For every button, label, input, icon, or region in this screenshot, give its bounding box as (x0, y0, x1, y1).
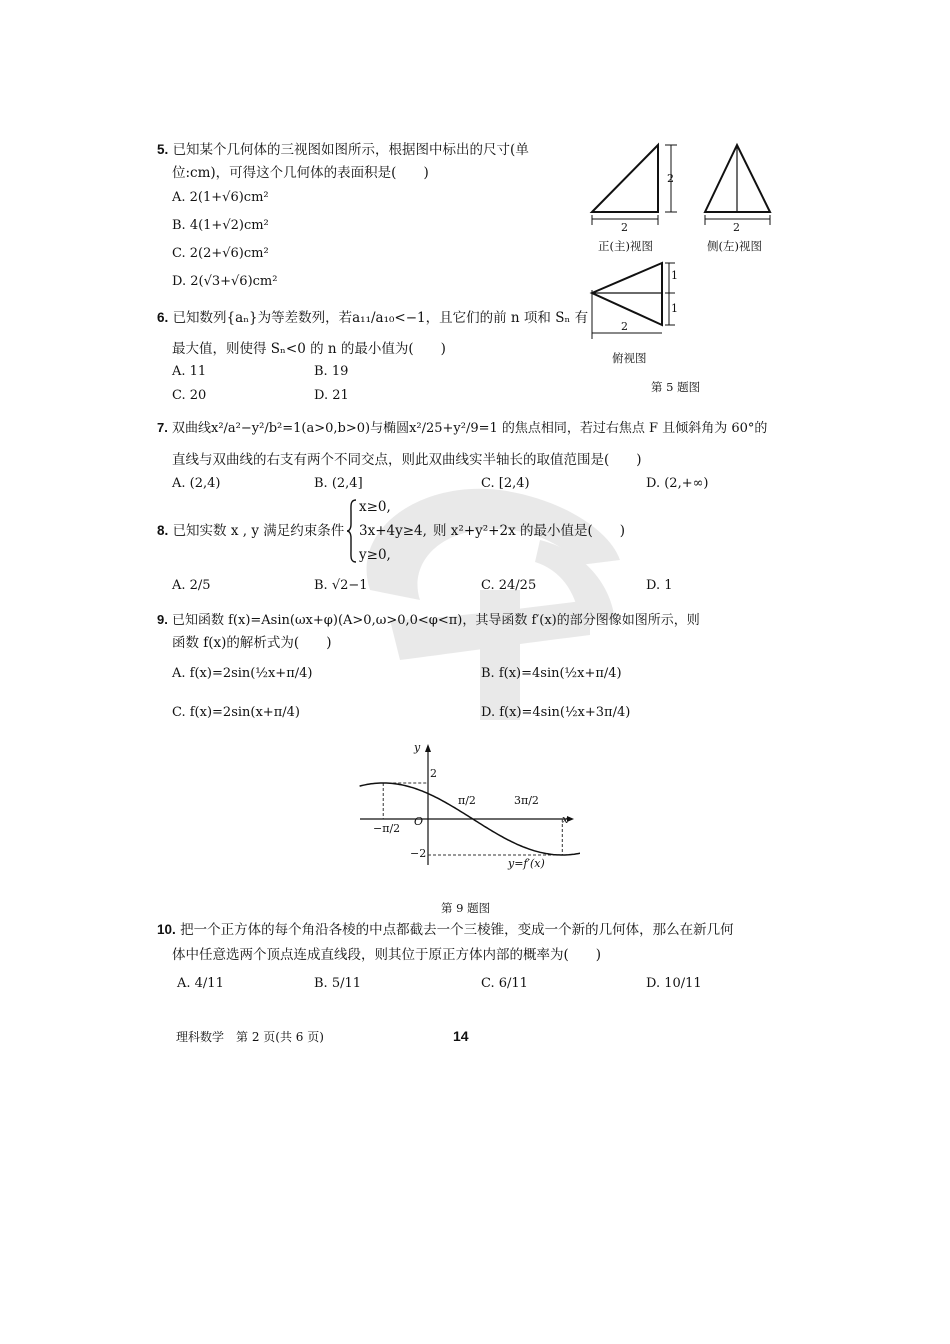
question-6-line1: 6. 已知数列{aₙ}为等差数列，若a₁₁/a₁₀<−1，且它们的前 n 项和 Sₙ 有 (157, 310, 589, 326)
q8-option-d: D. 1 (646, 578, 673, 593)
question-6-line2: 最大值，则使得 Sₙ<0 的 n 的最小值为( ) (172, 341, 446, 357)
q5-option-a: A. 2(1+√6)cm² (172, 190, 269, 205)
question-5-number: 5. (157, 142, 169, 157)
top-view-diagram (592, 263, 675, 339)
q9-option-a: A. f(x)=2sin(½x+π/4) (172, 666, 313, 681)
top-width-dim: 2 (621, 320, 628, 333)
q10-option-c: C. 6/11 (481, 976, 528, 991)
question-5-line2: 位:cm)，可得这个几何体的表面积是( ) (172, 165, 429, 181)
q7-option-b: B. (2,4] (314, 476, 363, 491)
q8-option-a: A. 2/5 (172, 578, 211, 593)
question-10-number: 10. (157, 922, 176, 937)
q5-option-b: B. 4(1+√2)cm² (172, 218, 269, 233)
q5-option-c: C. 2(2+√6)cm² (172, 246, 269, 261)
x-axis-label: x (562, 813, 569, 826)
question-7-number: 7. (157, 420, 168, 435)
q7-option-c: C. [2,4) (481, 476, 530, 491)
side-view-label: 侧(左)视图 (707, 239, 762, 253)
question-8-text: 8. 已知实数 x , y 满足约束条件 (157, 523, 345, 539)
question-7-line2: 直线与双曲线的右支有两个不同交点，则此双曲线实半轴长的取值范围是( ) (172, 452, 642, 468)
constraint-brace (346, 498, 358, 564)
front-height-dim: 2 (667, 172, 674, 185)
question-9-line2: 函数 f(x)的解析式为( ) (172, 635, 332, 651)
question-5-line1: 5. 已知某个几何体的三视图如图所示，根据图中标出的尺寸(单 (157, 142, 529, 158)
q5-option-d: D. 2(√3+√6)cm² (172, 274, 278, 289)
question-9-number: 9. (157, 612, 168, 627)
front-view-diagram (592, 145, 677, 225)
q6-option-b: B. 19 (314, 364, 349, 379)
q6-option-a: A. 11 (172, 364, 207, 379)
q8-option-b: B. √2−1 (314, 578, 368, 593)
constraint-3: y≥0, (359, 547, 391, 563)
q6-option-d: D. 21 (314, 388, 349, 403)
question-10-line1: 10. 把一个正方体的每个角沿各棱的中点都截去一个三棱锥，变成一个新的几何体，那么在新几何 (157, 922, 734, 938)
y-tick-top: 2 (430, 767, 437, 780)
figure-5-caption: 第 5 题图 (651, 380, 701, 394)
constraint-2: 3x+4y≥4, (359, 523, 427, 539)
y-axis-arrow (425, 744, 431, 752)
question-10-line2: 体中任意选两个顶点连成直线段，则其位于原正方体内部的概率为( ) (172, 947, 602, 963)
top-h1-dim: 1 (671, 269, 678, 282)
y-tick-bottom: −2 (410, 847, 427, 860)
q8-option-c: C. 24/25 (481, 578, 537, 593)
curve-label: y=f′(x) (508, 857, 545, 870)
y-axis-label: y (414, 741, 421, 754)
q6-option-c: C. 20 (172, 388, 207, 403)
side-width-dim: 2 (733, 221, 740, 234)
figure-9-graph (355, 740, 580, 875)
q7-option-a: A. (2,4) (172, 476, 221, 491)
origin-label: O (414, 815, 424, 828)
q9-option-c: C. f(x)=2sin(x+π/4) (172, 705, 300, 720)
front-view-label: 正(主)视图 (598, 239, 653, 253)
question-9-line1: 9. 已知函数 f(x)=Asin(ωx+φ)(A>0,ω>0,0<φ<π)，其导函数 f′(x)的部分图像如图所示，则 (157, 612, 700, 628)
footer-text: 理科数学 第 2 页(共 6 页) (176, 1030, 324, 1044)
top-view-label: 俯视图 (612, 351, 647, 365)
q9-option-d: D. f(x)=4sin(½x+3π/4) (481, 705, 631, 720)
q10-option-d: D. 10/11 (646, 976, 702, 991)
page-number: 14 (453, 1028, 469, 1044)
x-tick-neg-pi-2: −π/2 (373, 822, 401, 835)
q9-option-b: B. f(x)=4sin(½x+π/4) (481, 666, 622, 681)
side-view-diagram (705, 145, 770, 225)
front-width-dim: 2 (621, 221, 628, 234)
question-7-line1: 7. 双曲线x²/a²−y²/b²=1(a>0,b>0)与椭圆x²/25+y²/9=1 的焦点相同，若过右焦点 F 且倾斜角为 60°的 (157, 420, 768, 436)
question-6-number: 6. (157, 310, 169, 325)
x-tick-3pi-2: 3π/2 (514, 794, 539, 807)
question-8-number: 8. (157, 523, 169, 538)
x-tick-pi-2: π/2 (458, 794, 476, 807)
top-h2-dim: 1 (671, 302, 678, 315)
figure-9-caption: 第 9 题图 (441, 901, 491, 915)
question-8-text-post: 则 x²+y²+2x 的最小值是( ) (433, 523, 626, 539)
q10-option-a: A. 4/11 (177, 976, 224, 991)
q7-option-d: D. (2,+∞) (646, 476, 709, 491)
q10-option-b: B. 5/11 (314, 976, 362, 991)
constraint-1: x≥0, (359, 499, 391, 515)
